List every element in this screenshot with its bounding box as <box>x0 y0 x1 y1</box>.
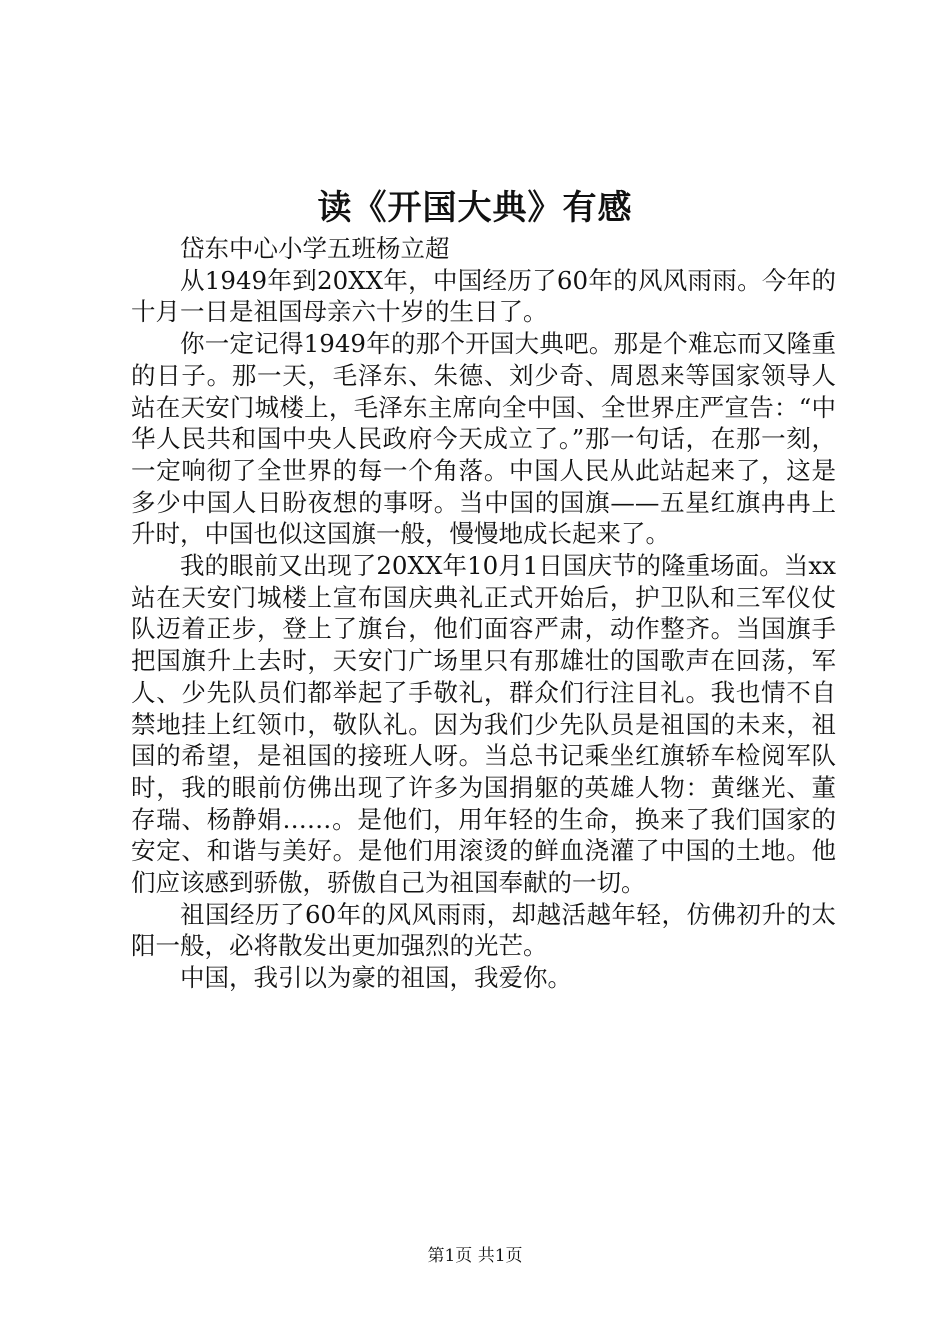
document-body <box>131 233 836 994</box>
paragraph-2: 你一定记得1949年的那个开国大典吧。那是个难忘而又隆重的日子。那一天，毛泽东、朱德、刘少奇、周恩来等国家领导人站在天安门城楼上，毛泽东主席向全中国、全世界庄严宣告：“中华人民共和国中央人民政府今天成立了。”那一句话，在那一刻，一定响彻了全世界的每一个角落。中国人民从此站起来了，这是多少中国人日盼夜想的事呀。当中国的国旗——五星红旗冉冉上升时，中国也似这国旗一般，慢慢地成长起来了。 <box>131 329 836 549</box>
paragraph-1: 从1949年到20XX年，中国经历了60年的风风雨雨。今年的十月一日是祖国母亲六十岁的生日了。 <box>131 265 836 327</box>
paragraph-5: 中国，我引以为豪的祖国，我爱你。 <box>180 963 572 993</box>
document-title: 读《开国大典》有感 <box>317 188 633 228</box>
author-line: 岱东中心小学五班杨立超 <box>180 234 450 263</box>
page-footer: 第1页 共1页 <box>427 1246 523 1266</box>
paragraph-4: 祖国经历了60年的风风雨雨，却越活越年轻，仿佛初升的太阳一般，必将散发出更加强烈的光芒。 <box>131 899 836 961</box>
paragraph-3: 我的眼前又出现了20XX年10月1日国庆节的隆重场面。当xx站在天安门城楼上宣布国庆典礼正式开始后，护卫队和三军仪仗队迈着正步，登上了旗台，他们面容严肃，动作整齐。当国旗手把国旗升上去时，天安门广场里只有那雄壮的国歌声在回荡，军人、少先队员们都举起了手敬礼，群众们行注目礼。我也情不自禁地挂上红领巾，敬队礼。因为我们少先队员是祖国的未来，祖国的希望，是祖国的接班人呀。当总书记乘坐红旗轿车检阅军队时，我的眼前仿佛出现了许多为国捐躯的英雄人物：黄继光、董存瑞、杨静娟……。是他们，用年轻的生命，换来了我们国家的安定、和谐与美好。是他们用滚烫的鲜血浇灌了中国的土地。他们应该感到骄傲，骄傲自己为祖国奉献的一切。 <box>131 551 836 898</box>
